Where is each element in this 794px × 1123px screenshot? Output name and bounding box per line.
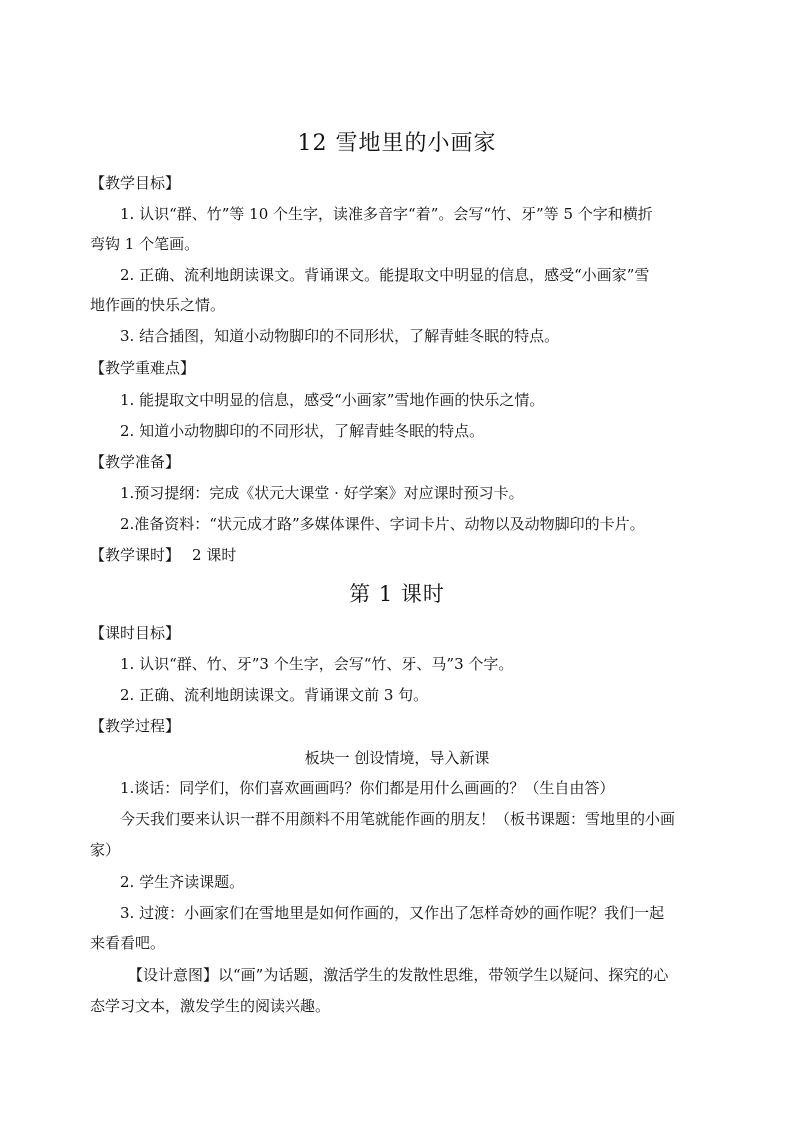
periods-value: 2 课时 — [192, 546, 237, 564]
lesson-1-title: 第 1 课时 — [349, 582, 445, 606]
process-line-4: 3. 过渡：小画家们在雪地里是如何作画的，又作出了怎样奇妙的画作呢？我们一起 — [120, 904, 665, 922]
goal-line-2-cont: 地作画的快乐之情。 — [90, 296, 226, 314]
periods-heading: 【教学课时】 — [90, 546, 181, 564]
process-line-2-cont: 家） — [90, 841, 121, 859]
section-title: 板块一 创设情境，导入新课 — [304, 749, 490, 767]
key-point-2: 2. 知道小动物脚印的不同形状，了解青蛙冬眠的特点。 — [120, 422, 485, 440]
process-heading: 【教学过程】 — [90, 717, 181, 735]
preparation-line-1: 1.预习提纲：完成《状元大课堂 · 好学案》对应课时预习卡。 — [120, 484, 524, 502]
period-goal-1: 1. 认识“群、竹、牙”3 个生字，会写“竹、牙、马”3 个字。 — [120, 655, 514, 673]
process-line-2: 今天我们要来认识一群不用颜料不用笔就能作画的朋友！（板书课题：雪地里的小画 — [120, 810, 676, 828]
process-line-4-cont: 来看看吧。 — [90, 934, 166, 952]
key-point-1: 1. 能提取文中明显的信息，感受“小画家”雪地作画的快乐之情。 — [120, 391, 545, 409]
period-goals-heading: 【课时目标】 — [90, 624, 181, 642]
process-line-3: 2. 学生齐读课题。 — [120, 873, 245, 891]
goal-line-3: 3. 结合插图，知道小动物脚印的不同形状，了解青蛙冬眠的特点。 — [120, 327, 560, 345]
process-line-1: 1.谈话：同学们，你们喜欢画画吗？你们都是用什么画画的？（生自由答） — [120, 779, 615, 797]
goal-line-1: 1. 认识“群、竹”等 10 个生字，读准多音字“着”。会写“竹、牙”等 5 个字和横折 — [120, 205, 653, 223]
preparation-line-2: 2.准备资料：“状元成才路”多媒体课件、字词卡片、动物以及动物脚印的卡片。 — [120, 515, 645, 533]
goal-line-1-cont: 弯钩 1 个笔画。 — [90, 235, 200, 253]
teaching-goals-heading: 【教学目标】 — [90, 174, 181, 192]
preparation-heading: 【教学准备】 — [90, 453, 181, 471]
key-points-heading: 【教学重难点】 — [90, 359, 196, 377]
design-intent-line-cont: 态学习文本，激发学生的阅读兴趣。 — [90, 997, 331, 1015]
goal-line-2: 2. 正确、流利地朗读课文。背诵课文。能提取文中明显的信息，感受“小画家”雪 — [120, 266, 650, 284]
design-intent-line: 【设计意图】以“画”为话题，激活学生的发散性思维，带领学生以疑问、探究的心 — [128, 966, 669, 984]
periods-line — [90, 544, 236, 565]
document-title: 12 雪地里的小画家 — [297, 131, 497, 156]
period-goal-2: 2. 正确、流利地朗读课文。背诵课文前 3 句。 — [120, 686, 429, 704]
